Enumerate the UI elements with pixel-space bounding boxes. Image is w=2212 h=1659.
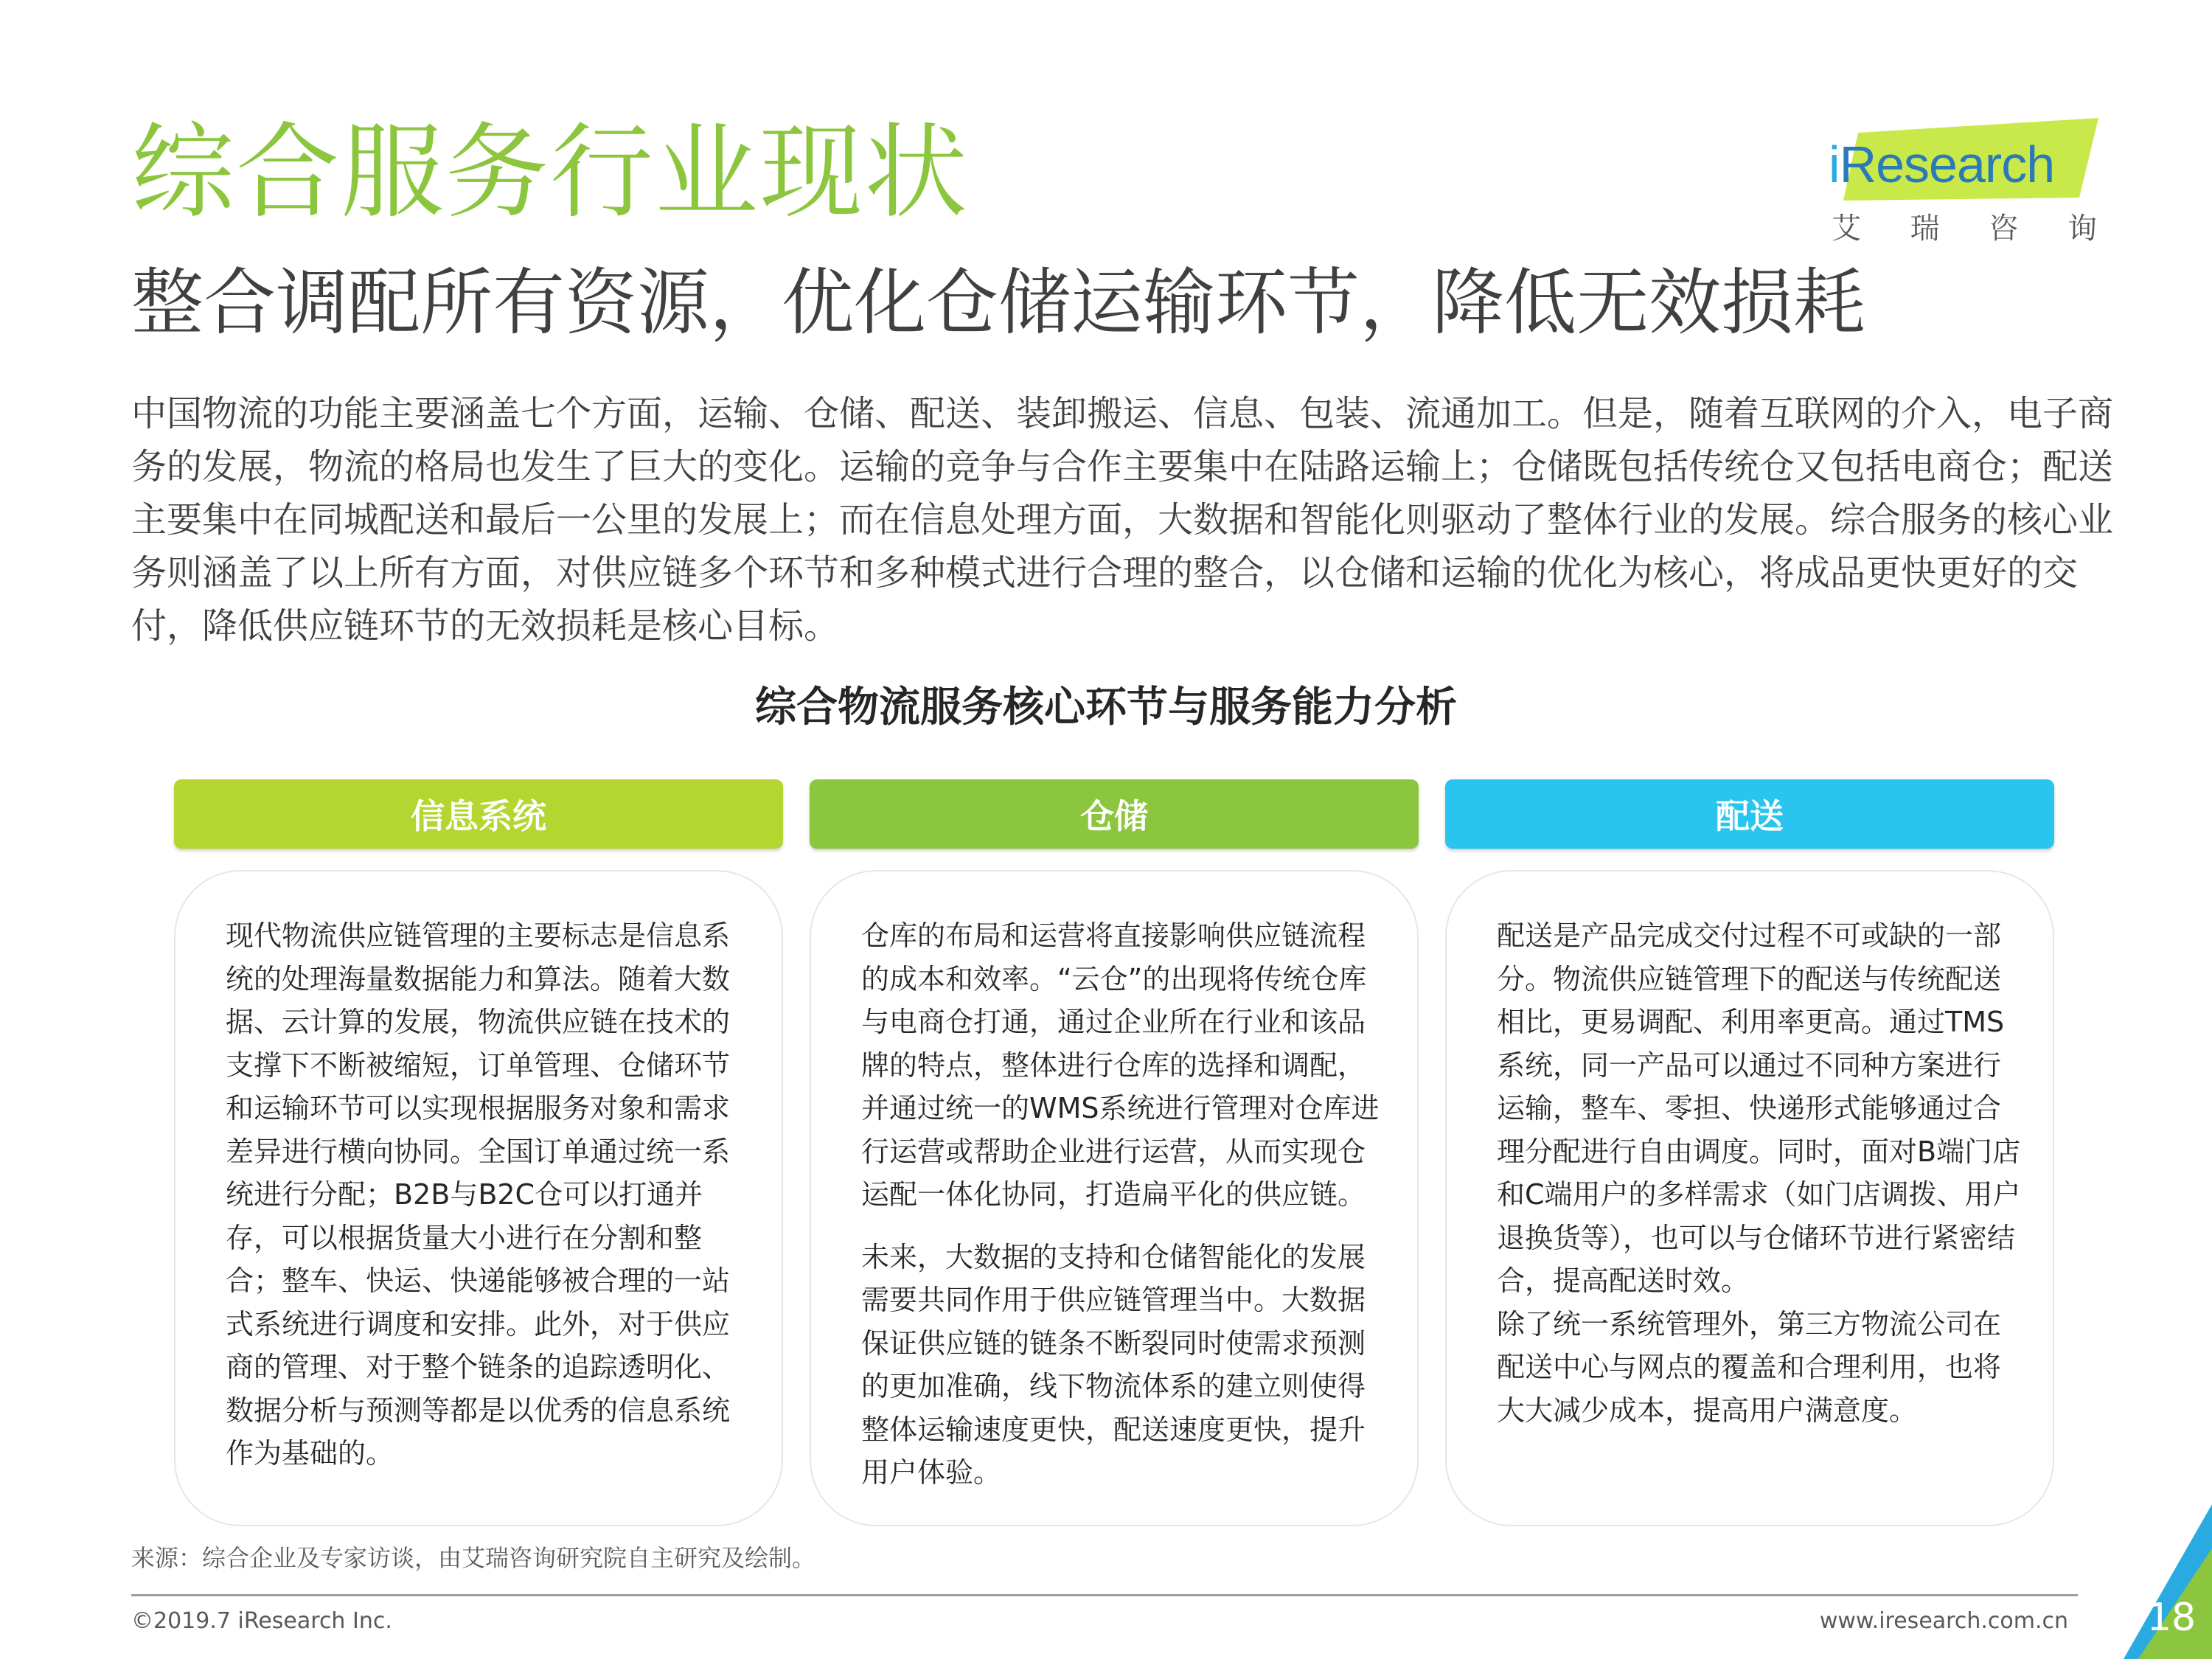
column-paragraph: 现代物流供应链管理的主要标志是信息系统的处理海量数据能力和算法。随着大数据、云计算的发展，物流供应链在技术的支撑下不断被缩短，订单管理、仓储环节和运输环节可以实现根据服务对象和需求差异进行横向协同。全国订单通过统一系统进行分配；B2B与B2C仓可以打通并存，可以根据货量大小进行在分割和整合；整车、快运、快递能够被合理的一站式系统进行调度和安排。此外，对于供应商的管理、对于整个链条的追踪透明化、数据分析与预测等都是以优秀的信息系统作为基础的。 — [226, 919, 731, 1470]
footer-divider — [131, 1594, 2078, 1596]
copyright: ©2019.7 iResearch Inc. — [131, 1608, 392, 1634]
column-text-delivery — [1497, 914, 2028, 1432]
source-note: 来源：综合企业及专家访谈，由艾瑞咨询研究院自主研究及绘制。 — [131, 1544, 816, 1572]
page-subtitle: 整合调配所有资源，优化仓储运输环节，降低无效损耗 — [131, 261, 1866, 345]
logo-brand-rest: Research — [1839, 136, 2055, 193]
intro-paragraph: 中国物流的功能主要涵盖七个方面，运输、仓储、配送、装卸搬运、信息、包装、流通加工。但是，随着互联网的介入，电子商务的发展，物流的格局也发生了巨大的变化。运输的竞争与合作主要集中在陆路运输上；仓储既包括传统仓又包括电商仓；配送主要集中在同城配送和最后一公里的发展上；而在信息处理方面，大数据和智能化则驱动了整体行业的发展。综合服务的核心业务则涵盖了以上所有方面，对供应链多个环节和多种模式进行合理的整合，以仓储和运输的优化为核心，将成品更快更好的交付，降低供应链环节的无效损耗是核心目标。 — [131, 393, 2114, 647]
column-paragraph: 未来，大数据的支持和仓储智能化的发展需要共同作用于供应链管理当中。大数据保证供应链的链条不断裂同时使需求预测的更加准确，线下物流体系的建立则使得整体运输速度更快，配送速度更快，提升用户体验。 — [861, 1240, 1366, 1489]
logo-char: 艾 — [1832, 212, 1861, 246]
column-text-info-system — [226, 914, 757, 1475]
column-header-delivery: 配送 — [1445, 779, 2054, 849]
column-header-warehousing: 仓储 — [810, 779, 1419, 849]
logo-wordmark — [1829, 136, 2079, 193]
logo-chinese-name — [1832, 212, 2097, 246]
column-text-warehousing — [861, 914, 1392, 1495]
iresearch-logo — [1829, 118, 2101, 251]
logo-char: 询 — [2067, 212, 2097, 246]
column-paragraph: 除了统一系统管理外，第三方物流公司在配送中心与网点的覆盖和合理利用，也将大大减少成本，提高用户满意度。 — [1497, 1307, 2002, 1427]
column-header-info-system: 信息系统 — [174, 779, 783, 849]
column-paragraph: 配送是产品完成交付过程不可或缺的一部分。物流供应链管理下的配送与传统配送相比，更易调配、利用率更高。通过TMS系统，同一产品可以通过不同种方案进行运输，整车、零担、快递形式能够通过合理分配进行自由调度。同时，面对B端门店和C端用户的多样需求（如门店调拨、用户退换货等），也可以与仓储环节进行紧密结合，提高配送时效。 — [1497, 919, 2021, 1297]
page-number: 18 — [2146, 1596, 2197, 1640]
section-title: 综合物流服务核心环节与服务能力分析 — [755, 684, 1457, 731]
column-paragraph: 仓库的布局和运营将直接影响供应链流程的成本和效率。“云仓”的出现将传统仓库与电商仓打通，通过企业所在行业和该品牌的特点，整体进行仓库的选择和调配，并通过统一的WMS系统进行管理对仓库进行运营或帮助企业进行运营，从而实现仓运配一体化协同，打造扁平化的供应链。 — [861, 919, 1380, 1211]
website-url: www.iresearch.com.cn — [1819, 1608, 2068, 1634]
page-title: 综合服务行业现状 — [131, 113, 970, 233]
logo-char: 瑞 — [1910, 212, 1940, 246]
logo-char: 咨 — [1989, 212, 2019, 246]
logo-brand-prefix: i — [1829, 136, 1840, 193]
